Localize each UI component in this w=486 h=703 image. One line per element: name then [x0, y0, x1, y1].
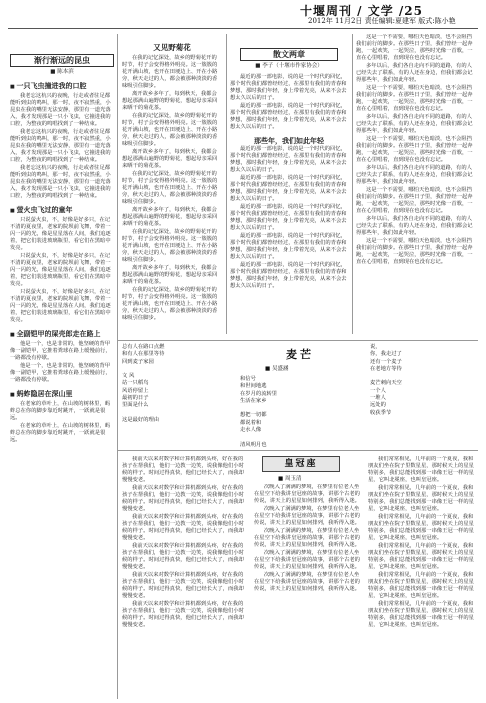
column-crown-b	[254, 484, 360, 696]
section-title: 那些年，我们如此年轻	[254, 136, 324, 145]
article-text: 多年以后，我们各自走向不同的道路，有的人已经失去了联系，有的人还在身边，但我们都会记得那些年，我们如此年轻。	[356, 165, 473, 185]
article-text: 最近的那一部电影，说的是一个时代的回忆，那个时代我们都曾经经过，在那里有我们的青春和梦想，那时我们年轻，身上带着光亮，从来不会去想太久以后的日子。	[230, 204, 347, 231]
article-text: 次晚入了满满的梦境，在梦里有位老人坐在星空下给我讲皇冠座的故事，讲那个古老的传说，讲天上的星星如何排列，我听得入迷。	[254, 506, 360, 526]
column-insects	[10, 34, 118, 699]
article-text: 我前天以来对数学和计算机都到头疼，好在我的孩子在帮我们，他们一边教一边笑，说我像他们小时候的样子。时间过得真快，他们已经长大了，而我却慢慢变老。	[122, 485, 244, 512]
poem-line: 这是最好的理由	[122, 416, 160, 423]
article-title-chrysanthemum: 又见野菊花	[153, 43, 191, 52]
poem-column-middle	[240, 376, 350, 449]
section-text: 他是一个，也是非常的，他坚硬的背甲像一副铠甲，它推着粪球在路上缓慢前行，一路都没有停歇。	[10, 341, 111, 361]
article-text: 我们常常相见，几年前的一个夏夜，我和朋友们坐在院子里数星星，那时候天上的星星特别多，我们总能找到那一串像王冠一样的星星，它叫北冕座，也叫皇冠座。	[368, 485, 474, 512]
section-divider	[118, 450, 478, 451]
section-text: 在老家的草叶上，在山坡的树林里，蚂蚱总在你的脚步靠近时跳开，一跃就是很远。	[10, 401, 111, 421]
section-title: ■ 全副铠甲的屎壳郎走在路上	[10, 330, 114, 339]
article-text: 最近的那一部电影，说的是一个时代的回忆，那个时代我们都曾经经过，在那里有我们的青春和梦想，那时我们年轻，身上带着光亮，从来不会去想太久以后的日子。	[230, 103, 347, 130]
section-title: ■ 蚂蚱隐居在深山里	[10, 390, 114, 399]
column-divider	[352, 34, 353, 334]
column-essays-continued	[356, 34, 476, 374]
page-header	[0, 0, 486, 30]
poem-title: 麦芒	[286, 348, 314, 361]
article-text: 我前天以来对数学和计算机都到头疼，好在我的孩子在帮我们，他们一边教一边笑，说我像他们小时候的样子。时间过得真快，他们已经长大了，而我却慢慢变老。	[122, 514, 244, 541]
poem-line: 文 风	[122, 373, 135, 380]
article-text: 离开故乡多年了，每到秋天，我都会想起那满山遍野的野菊花，想起母亲采回来晒干的菊花茶。	[122, 91, 218, 111]
article-text: 我们常常相见，几年前的一个夏夜，我和朋友们坐在院子里数星星，那时候天上的星星特别多，我们总能找到那一串像王冠一样的星星，它叫北冕座，也叫皇冠座。	[368, 514, 474, 541]
section-text: 我老忘这杭兴的夜晚，行走或者驻足都能听到虫的鸣叫，那一时，夜不寂然重，小昆虫在我的嘴里无法安静，那里有一道光落入，我才发现那是一只小飞虫，它撞进我的口腔，为整夜的鸣唱找到了一种结束。	[10, 129, 111, 163]
column-chrysanthemum	[122, 34, 222, 374]
poem-line: 生活在家乡	[240, 397, 267, 404]
byline-crown: ■ 周玉清	[278, 476, 302, 482]
poem-line: 收获季节	[370, 409, 392, 416]
article-text: 这是一个不需要，哪怕天色暗淡，也不会阻挡我们前行的脚步。在那些日子里，我们曾经一起奔跑，一起欢笑，一起哭泣，那些时光像一首歌，一直在心里唱着，直到现在也没有忘记。	[356, 238, 473, 265]
poem-line: 远处的	[370, 402, 386, 409]
section-text: 只说萤火虫，不，好像是好多只，在记不清的夏夜里，老家的院坝前飞舞，带着一闪一闪的光，像是星星落在人间，我们追逐着，把它们装进玻璃瓶里，看它们在黑暗中发亮。	[10, 289, 111, 323]
section-text: 只说萤火虫，不，好像是好多只，在记不清的夏夜里，老家的院坝前飞舞，带着一闪一闪的光，像是星星落在人间，我们追逐着，把它们装进玻璃瓶里，看它们在黑暗中发亮。	[10, 253, 111, 287]
article-text: 我前天以来对数学和计算机都到头疼，好在我的孩子在帮我们，他们一边教一边笑，说我像他们小时候的样子。时间过得真快，他们已经长大了，而我却慢慢变老。	[122, 572, 244, 599]
article-text: 在我的记忆深处，故乡的野菊花开的时节，村子会变得格外明亮。这一簇簇的花开满山坡，也开在田埂边上、开在小路旁，秋天走过的人，都会被那种淡淡的香味吸引住脚步。	[122, 55, 218, 89]
poem-line: 回到麦子家园	[122, 358, 154, 365]
article-text: 最近的那一部电影，说的是一个时代的回忆，那个时代我们都曾经经过，在那里有我们的青春和梦想，那时我们年轻，身上带着光亮，从来不会去想太久以后的日子。	[230, 233, 347, 260]
article-text: 这是一个不需要，哪怕天色暗淡，也不会阻挡我们前行的脚步。在那些日子里，我们曾经一起奔跑，一起欢笑，一起哭泣，那些时光像一首歌，一直在心里唱着，直到现在也没有忘记。	[356, 136, 473, 163]
article-text: 在我的记忆深处，故乡的野菊花开的时节，村子会变得格外明亮。这一簇簇的花开满山坡，也开在田埂边上、开在小路旁，秋天走过的人，都会被那种淡淡的香味吸引住脚步。	[122, 171, 218, 205]
article-text: 次晚入了满满的梦境，在梦里有位老人坐在星空下给我讲皇冠座的故事，讲那个古老的传说，讲天上的星星如何排列，我听得入迷。	[254, 572, 360, 592]
section-text: 我老忘这杭兴的夜晚，行走或者驻足都能听到虫的鸣叫，那一时，夜不寂然重，小昆虫在我的嘴里无法安静，那里有一道光落入，我才发现那是一只小飞虫，它撞进我的口腔，为整夜的鸣唱找到了一种结束。	[10, 165, 111, 199]
article-text: 最近的那一部电影，说的是一个时代的回忆，那个时代我们都曾经经过，在那里有我们的青春和梦想，那时我们年轻，身上带着光亮，从来不会去想太久以后的日子。	[230, 175, 347, 202]
poem-line	[122, 410, 232, 417]
article-text: 我们常常相见，几年前的一个夏夜，我和朋友们坐在院子里数星星，那时候天上的星星特别多，我们总能找到那一串像王冠一样的星星，它叫北冕座，也叫皇冠座。	[368, 601, 474, 628]
poem-line: 说，	[370, 344, 381, 350]
poem-line: 在老地方等待	[370, 365, 402, 372]
article-text: 最近的那一部电影，说的是一个时代的回忆，那个时代我们都曾经经过，在那里有我们的青春和梦想，那时我们年轻，身上带着光亮，从来不会去想太久以后的日子。	[230, 262, 347, 289]
poem-column-right	[370, 344, 476, 417]
article-text: 这是一个不需要，哪怕天色暗淡，也不会阻挡我们前行的脚步。在那些日子里，我们曾经一起奔跑，一起欢笑，一起哭泣，那些时光像一首歌，一直在心里唱着，直到现在也没有忘记。	[356, 34, 473, 61]
byline-insects: ■ 陈本滨	[50, 69, 74, 75]
poem-line: 一个人	[370, 387, 386, 394]
poem-line: 想把一切都	[240, 412, 267, 419]
article-title-insects: 渐行渐远的昆虫	[10, 54, 114, 67]
paper-title: 十堰周刊 / 文学 /25	[300, 4, 423, 18]
poem-line: 和信号	[240, 376, 256, 382]
article-text: 这是一个不需要，哪怕天色暗淡，也不会阻挡我们前行的脚步。在那些日子里，我们曾经一起奔跑，一起欢笑，一起哭泣，那些时光像一首歌，一直在心里唱着，直到现在也没有忘记。	[356, 85, 473, 112]
section-text: 在老家的草叶上，在山坡的树林里，蚂蚱总在你的脚步靠近时跳开，一跃就是很远。	[10, 423, 111, 443]
poem-line: 最初的日子	[122, 395, 149, 402]
article-title-crown: 皇冠座	[262, 456, 340, 472]
poem-line: 在岁月的流转里	[240, 390, 278, 397]
poem-line: 还有一个麦子	[370, 358, 402, 365]
article-text: 多年以后，我们各自走向不同的道路，有的人已经失去了联系，有的人还在身边，但我们都会记得那些年，我们如此年轻。	[356, 216, 473, 236]
column-divider	[226, 34, 227, 334]
article-text: 我们常常相见，几年前的一个夏夜，我和朋友们坐在院子里数星星，那时候天上的星星特别多，我们总能找到那一串像王冠一样的星星，它叫北冕座，也叫皇冠座。	[368, 572, 474, 599]
article-text: 这是一个不需要，哪怕天色暗淡，也不会阻挡我们前行的脚步。在那些日子里，我们曾经一起奔跑，一起欢笑，一起哭泣，那些时光像一首歌，一直在心里唱着，直到现在也没有忘记。	[356, 187, 473, 214]
poem-line: 风语停留上	[122, 387, 149, 394]
article-text: 我们常常相见，几年前的一个夏夜，我和朋友们坐在院子里数星星，那时候天上的星星特别多，我们总能找到那一串像王冠一样的星星，它叫北冕座，也叫皇冠座。	[368, 456, 474, 483]
article-text: 最近的那一部电影，说的是一个时代的回忆，那个时代我们都曾经经过，在那里有我们的青春和梦想，那时我们年轻，身上带着光亮，从来不会去想太久以后的日子。	[230, 74, 347, 101]
article-text: 离开故乡多年了，每到秋天，我都会想起那满山遍野的野菊花，想起母亲采回来晒干的菊花茶。	[122, 149, 218, 169]
poem-line: 都说着和	[240, 419, 262, 426]
section-title: ■ 萤火虫飞过的童年	[10, 206, 114, 215]
byline-essays: ■ 李子（十堰市作家协会）	[255, 63, 323, 69]
article-text: 次晚入了满满的梦境，在梦里有位老人坐在星空下给我讲皇冠座的故事，讲那个古老的传说，讲天上的星星如何排列，我听得入迷。	[254, 550, 360, 570]
poem-line: 站一只稻鸟	[122, 380, 149, 387]
section-text: 只说萤火虫，不，好像是好多只，在记不清的夏夜里，老家的院坝前飞舞，带着一闪一闪的光，像是星星落在人间，我们追逐着，把它们装进玻璃瓶里，看它们在黑暗中发亮。	[10, 217, 111, 251]
issue-meta: 2012年 11月2日 责任编辑:夏建军 版式:陈小艳	[308, 17, 456, 25]
poem-line: 和世间地逃	[240, 383, 267, 390]
poem-line	[240, 434, 350, 441]
poem-line: 一堆人	[370, 395, 386, 402]
article-text: 在我的记忆深处，故乡的野菊花开的时节，村子会变得格外明亮。这一簇簇的花开满山坡，也开在田埂边上、开在小路旁，秋天走过的人，都会被那种淡淡的香味吸引住脚步。	[122, 229, 218, 263]
article-text: 次晚入了满满的梦境，在梦里有位老人坐在星空下给我讲皇冠座的故事，讲那个古老的传说，讲天上的星星如何排列，我听得入迷。	[254, 528, 360, 548]
section-text: 我老忘这杭兴的夜晚，行走或者驻足都能听到虫的鸣叫，那一时，夜不寂然重，小昆虫在我的嘴里无法安静，那里有一道光落入，我才发现那是一只小飞虫，它撞进我的口腔，为整夜的鸣唱找到了一种结束。	[10, 93, 111, 127]
article-text: 离开故乡多年了，每到秋天，我都会想起那满山遍野的野菊花，想起母亲采回来晒干的菊花茶。	[122, 265, 218, 285]
poem-line: 你，我走过了	[370, 351, 402, 358]
column-essays	[230, 34, 348, 374]
poem-line: 和有人在那里等待	[122, 351, 165, 358]
article-text: 在我的记忆深处，故乡的野菊花开的时节，村子会变得格外明亮。这一簇簇的花开满山坡，也开在田埂边上、开在小路旁，秋天走过的人，都会被那种淡淡的香味吸引住脚步。	[122, 287, 218, 321]
section-text: 他是一个，也是非常的，他坚硬的背甲像一副铠甲，它推着粪球在路上缓慢前行，一路都没有停歇。	[10, 363, 111, 383]
article-text: 我前天以来对数学和计算机都到头疼，好在我的孩子在帮我们，他们一边教一边笑，说我像他们小时候的样子。时间过得真快，他们已经长大了，而我却慢慢变老。	[122, 543, 244, 570]
poem-column-left	[122, 344, 232, 424]
article-text: 次晚入了满满的梦境，在梦里有位老人坐在星空下给我讲皇冠座的故事，讲那个古老的传说，讲天上的星星如何排列，我听得入迷。	[254, 484, 360, 504]
poem-line: 清风明月也	[240, 441, 267, 448]
section-title: ■ 一只飞虫撞进我的口腔	[10, 82, 114, 91]
poem-line: 里面是什么	[122, 402, 149, 409]
column-crown-c	[368, 456, 478, 696]
poem-line: 麦芒刺向天空	[370, 380, 402, 387]
article-text: 最近的那一部电影，说的是一个时代的回忆，那个时代我们都曾经经过，在那里有我们的青春和梦想，那时我们年轻，身上带着光亮，从来不会去想太久以后的日子。	[230, 146, 347, 173]
poem-line: 总有人在路口点燃	[122, 344, 165, 350]
article-text: 离开故乡多年了，每到秋天，我都会想起那满山遍野的野菊花，想起母亲采回来晒干的菊花茶。	[122, 207, 218, 227]
article-text: 多年以后，我们各自走向不同的道路，有的人已经失去了联系，有的人还在身边，但我们都会记得那些年，我们如此年轻。	[356, 63, 473, 83]
column-crown-a	[122, 456, 246, 696]
article-title-essays: 散文两章	[240, 48, 338, 61]
article-text: 多年以后，我们各自走向不同的道路，有的人已经失去了联系，有的人还在身边，但我们都会记得那些年，我们如此年轻。	[356, 114, 473, 134]
header-rule	[8, 28, 478, 29]
article-text: 我前天以来对数学和计算机都到头疼，好在我的孩子在帮我们，他们一边教一边笑，说我像他们小时候的样子。时间过得真快，他们已经长大了，而我却慢慢变老。	[122, 456, 244, 483]
section-divider	[118, 340, 478, 341]
poem-line: 走水人像	[240, 427, 262, 434]
poem-line	[122, 366, 232, 373]
article-text: 我们常常相见，几年前的一个夏夜，我和朋友们坐在院子里数星星，那时候天上的星星特别多，我们总能找到那一串像王冠一样的星星，它叫北冕座，也叫皇冠座。	[368, 543, 474, 570]
poem-byline: ■ 吴盛涵	[265, 366, 289, 372]
article-text: 在我的记忆深处，故乡的野菊花开的时节，村子会变得格外明亮。这一簇簇的花开满山坡，也开在田埂边上、开在小路旁，秋天走过的人，都会被那种淡淡的香味吸引住脚步。	[122, 113, 218, 147]
article-text: 我前天以来对数学和计算机都到头疼，好在我的孩子在帮我们，他们一边教一边笑，说我像他们小时候的样子。时间过得真快，他们已经长大了，而我却慢慢变老。	[122, 601, 244, 628]
